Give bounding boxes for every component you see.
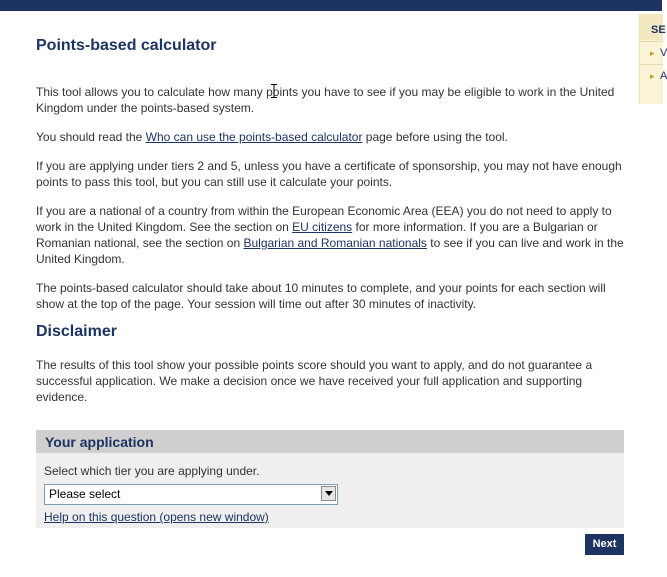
- eea-middle: for more information. If you are a Bulgarian or Romanian national, see the section on: [36, 220, 598, 250]
- side-panel: [639, 14, 667, 104]
- who-can-use-link[interactable]: Who can use the points-based calculator: [145, 130, 363, 144]
- eea-before: If you are a national of a country from within the European Economic Area (EEA) you do not need to apply to work in the United Kingdom. See the section on: [36, 204, 612, 234]
- chevron-down-icon: [325, 491, 333, 496]
- application-box: [36, 430, 624, 528]
- intro-text: This tool allows you to calculate how many points you have to see if you may be eligible to work in the United Kingdom under the points-based system.: [36, 85, 615, 115]
- tier-select[interactable]: [44, 484, 338, 505]
- side-panel-title: SE: [651, 24, 666, 36]
- side-panel-link-label: A: [660, 70, 667, 82]
- read-first-after: page before using the tool.: [362, 130, 508, 144]
- disclaimer-heading: Disclaimer: [36, 323, 117, 340]
- page-title-wrap: [36, 36, 626, 56]
- side-panel-header: [640, 14, 666, 40]
- top-header-bar: [0, 0, 662, 11]
- dropdown-button[interactable]: [321, 486, 336, 501]
- help-link[interactable]: Help on this question (opens new window): [44, 510, 269, 524]
- page-title: Points-based calculator: [36, 37, 217, 54]
- next-button[interactable]: Next: [585, 534, 624, 555]
- read-first-text: [36, 129, 626, 145]
- text-cursor-icon: [271, 84, 277, 98]
- side-panel-link-1[interactable]: [640, 41, 667, 64]
- bulgarian-romanian-link[interactable]: Bulgarian and Romanian nationals: [243, 236, 427, 250]
- tier-select-value: Please select: [49, 487, 121, 501]
- eea-after: to see if you can live and work in the United Kingdom.: [36, 236, 624, 266]
- time-text: The points-based calculator should take about 10 minutes to complete, and your points for each section will show at the top of the page. Your session will time out after 30 minutes of inactivity.: [36, 281, 606, 311]
- eea-text: [36, 203, 626, 267]
- disclaimer-text: The results of this tool show your possible points score should you want to apply, and do not guarantee a successful application. We make a decision once we have received your full application and supporting evidence.: [36, 358, 593, 404]
- eu-citizens-link[interactable]: EU citizens: [292, 220, 353, 234]
- chevron-right-icon: ▸: [650, 48, 655, 58]
- side-panel-link-2[interactable]: [640, 64, 667, 87]
- application-heading: Your application: [45, 434, 154, 450]
- chevron-right-icon: ▸: [650, 71, 655, 81]
- disclaimer-heading-wrap: [36, 322, 117, 342]
- tier-question-label: Select which tier you are applying under.: [44, 464, 260, 478]
- tiers-text: If you are applying under tiers 2 and 5, unless you have a certificate of sponsorship, you may not have enough points to pass this tool, but you can still use it calculate your points.: [36, 159, 622, 189]
- side-panel-link-label: V: [660, 47, 667, 59]
- application-header: [36, 430, 624, 453]
- read-first-before: You should read the: [36, 130, 146, 144]
